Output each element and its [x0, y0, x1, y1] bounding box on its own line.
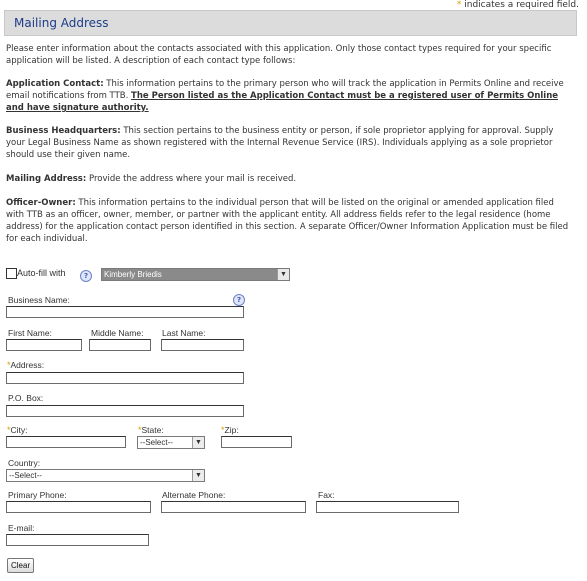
- country-label: Country:: [8, 458, 41, 468]
- required-note-text: indicates a required field.: [464, 0, 579, 10]
- mailing-address-text: Provide the address where your mail is received.: [86, 174, 297, 184]
- business-name-help-icon[interactable]: ?: [233, 294, 245, 306]
- clear-button[interactable]: Clear: [7, 558, 34, 573]
- address-label: Address:: [10, 360, 45, 370]
- intro-paragraph: Please enter information about the contacts associated with this application. Only those contact types required for your specific application will be listed. A description of each contact type follows:: [6, 44, 552, 66]
- city-label-wrap: [7, 425, 28, 435]
- required-star: *: [7, 425, 11, 435]
- city-input[interactable]: [6, 436, 126, 448]
- middle-name-label: Middle Name:: [91, 328, 144, 338]
- business-name-label: Business Name:: [8, 295, 70, 305]
- autofill-checkbox[interactable]: [6, 268, 17, 279]
- country-select[interactable]: [6, 469, 205, 482]
- first-name-label: First Name:: [8, 328, 52, 338]
- first-name-input[interactable]: [6, 339, 82, 351]
- primary-phone-label: Primary Phone:: [8, 490, 67, 500]
- last-name-input[interactable]: [161, 339, 244, 351]
- required-star: *: [7, 360, 11, 370]
- alternate-phone-label: Alternate Phone:: [162, 490, 226, 500]
- required-star: *: [138, 425, 142, 435]
- business-headquarters-paragraph: [6, 125, 574, 161]
- officer-owner-text: This information pertains to the individual person that will be listed on the original or amended application filed with TTB as an officer, owner, member, or partner with the applicant entity. All address fields refer to the legal residence (home address) for the application contact person identified in this section. A separate Officer/Owner Information Application must be filed for each individual.: [6, 198, 569, 244]
- address-input[interactable]: [6, 372, 244, 384]
- officer-owner-label: Officer-Owner:: [6, 198, 76, 208]
- state-select[interactable]: [137, 436, 205, 449]
- officer-owner-paragraph: [6, 197, 574, 245]
- chevron-down-icon: ▼: [192, 437, 204, 448]
- business-headquarters-label: Business Headquarters:: [6, 126, 121, 136]
- application-contact-text: This information pertains to the primary person who will track the application in Permits Online and receive email notifications from TTB.: [6, 79, 564, 101]
- zip-label-wrap: [221, 425, 239, 435]
- application-contact-emphasis: The Person listed as the Application Contact must be a registered user of Permits Online and have signature authority.: [6, 91, 559, 113]
- po-box-label: P.O. Box:: [8, 393, 44, 403]
- autofill-selected-value: Kimberly Briedis: [104, 270, 162, 279]
- middle-name-input[interactable]: [89, 339, 151, 351]
- application-contact-paragraph: [6, 78, 574, 114]
- po-box-input[interactable]: [6, 405, 244, 417]
- autofill-select[interactable]: [101, 268, 290, 281]
- mailing-address-paragraph: [6, 173, 296, 185]
- address-label-wrap: [7, 360, 44, 370]
- required-star: *: [456, 0, 462, 10]
- zip-input[interactable]: [221, 436, 292, 448]
- business-headquarters-text: This section pertains to the business entity or person, if sole proprietor applying for approval. Supply your Legal Business Name as shown registered with the Internal Revenue Service (IRS). Individuals applying as a sole proprietor should use their given name.: [6, 126, 554, 160]
- last-name-label: Last Name:: [162, 328, 206, 338]
- city-label: City:: [10, 425, 28, 435]
- zip-label: Zip:: [224, 425, 239, 435]
- fax-label: Fax:: [318, 490, 335, 500]
- mailing-address-label: Mailing Address:: [6, 174, 87, 184]
- alternate-phone-input[interactable]: [161, 501, 306, 513]
- chevron-down-icon: ▼: [277, 269, 289, 280]
- fax-input[interactable]: [316, 501, 459, 513]
- autofill-help-icon[interactable]: ?: [80, 270, 92, 282]
- page-title: Mailing Address: [14, 16, 109, 30]
- email-input[interactable]: [6, 534, 149, 546]
- state-selected-value: --Select--: [140, 438, 173, 447]
- required-star: *: [221, 425, 225, 435]
- section-header: [4, 10, 577, 36]
- state-label-wrap: [138, 425, 164, 435]
- country-selected-value: --Select--: [9, 471, 42, 480]
- business-name-input[interactable]: [6, 306, 244, 318]
- autofill-label: Auto-fill with: [17, 268, 66, 278]
- primary-phone-input[interactable]: [6, 501, 151, 513]
- email-label: E-mail:: [8, 523, 35, 533]
- state-label: State:: [141, 425, 164, 435]
- application-contact-label: Application Contact:: [6, 79, 104, 89]
- required-field-note: [457, 0, 579, 10]
- chevron-down-icon: ▼: [192, 470, 204, 481]
